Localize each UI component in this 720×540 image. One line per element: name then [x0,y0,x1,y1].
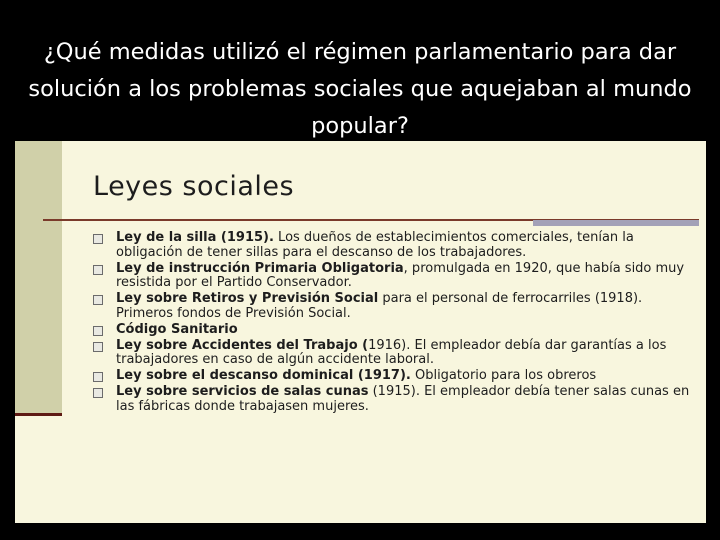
checkbox-bullet-icon [93,234,103,244]
list-item [93,339,693,368]
law-name: Ley sobre Accidentes del Trabajo ( [116,337,369,353]
law-name: Código Sanitario [116,321,238,337]
law-name: Ley sobre servicios de salas cunas [116,384,369,399]
law-description: 1916). El empleador debía dar garantías a los trabajadores en caso de algún accidente laboral. [116,337,667,367]
checkbox-bullet-icon [93,372,103,382]
slide-heading: Leyes sociales [93,171,295,202]
law-description: Los dueños de establecimientos comerciales, tenían la obligación de tener sillas para el descanso de los trabajadores. [116,230,634,260]
laws-list [93,231,693,416]
law-name: Ley sobre Retiros y Previsión Social [116,291,379,306]
list-item [93,292,693,321]
checkbox-bullet-icon [93,388,103,398]
list-item [93,231,693,260]
checkbox-bullet-icon [93,265,103,275]
list-item [93,385,693,414]
list-item [93,323,693,338]
checkbox-bullet-icon [93,342,103,352]
heading-rule-accent [533,220,699,226]
law-name: Ley de la silla (1915). [116,230,274,245]
checkbox-bullet-icon [93,295,103,305]
list-item [93,262,693,291]
checkbox-bullet-icon [93,326,103,336]
law-description: Obligatorio para los obreros [410,368,597,383]
law-name: Ley de instrucción Primaria Obligatoria [116,260,404,276]
law-description: , promulgada en 1920, que había sido muy resistida por el Partido Conservador. [116,260,685,290]
law-description: (1915). El empleador debía tener salas cunas en las fábricas donde trabajasen mujeres. [116,384,690,414]
list-item [93,369,693,384]
sidebar-divider [15,413,62,416]
slide-sidebar [15,141,62,413]
law-name: Ley sobre el descanso dominical (1917). [116,368,411,383]
page-title: ¿Qué medidas utilizó el régimen parlamentario para dar solución a los problemas sociales que aquejaban al mundo popular? [28,39,692,139]
slide-image [15,141,706,523]
law-description: para el personal de ferrocarriles (1918). Primeros fondos de Previsión Social. [116,291,643,321]
